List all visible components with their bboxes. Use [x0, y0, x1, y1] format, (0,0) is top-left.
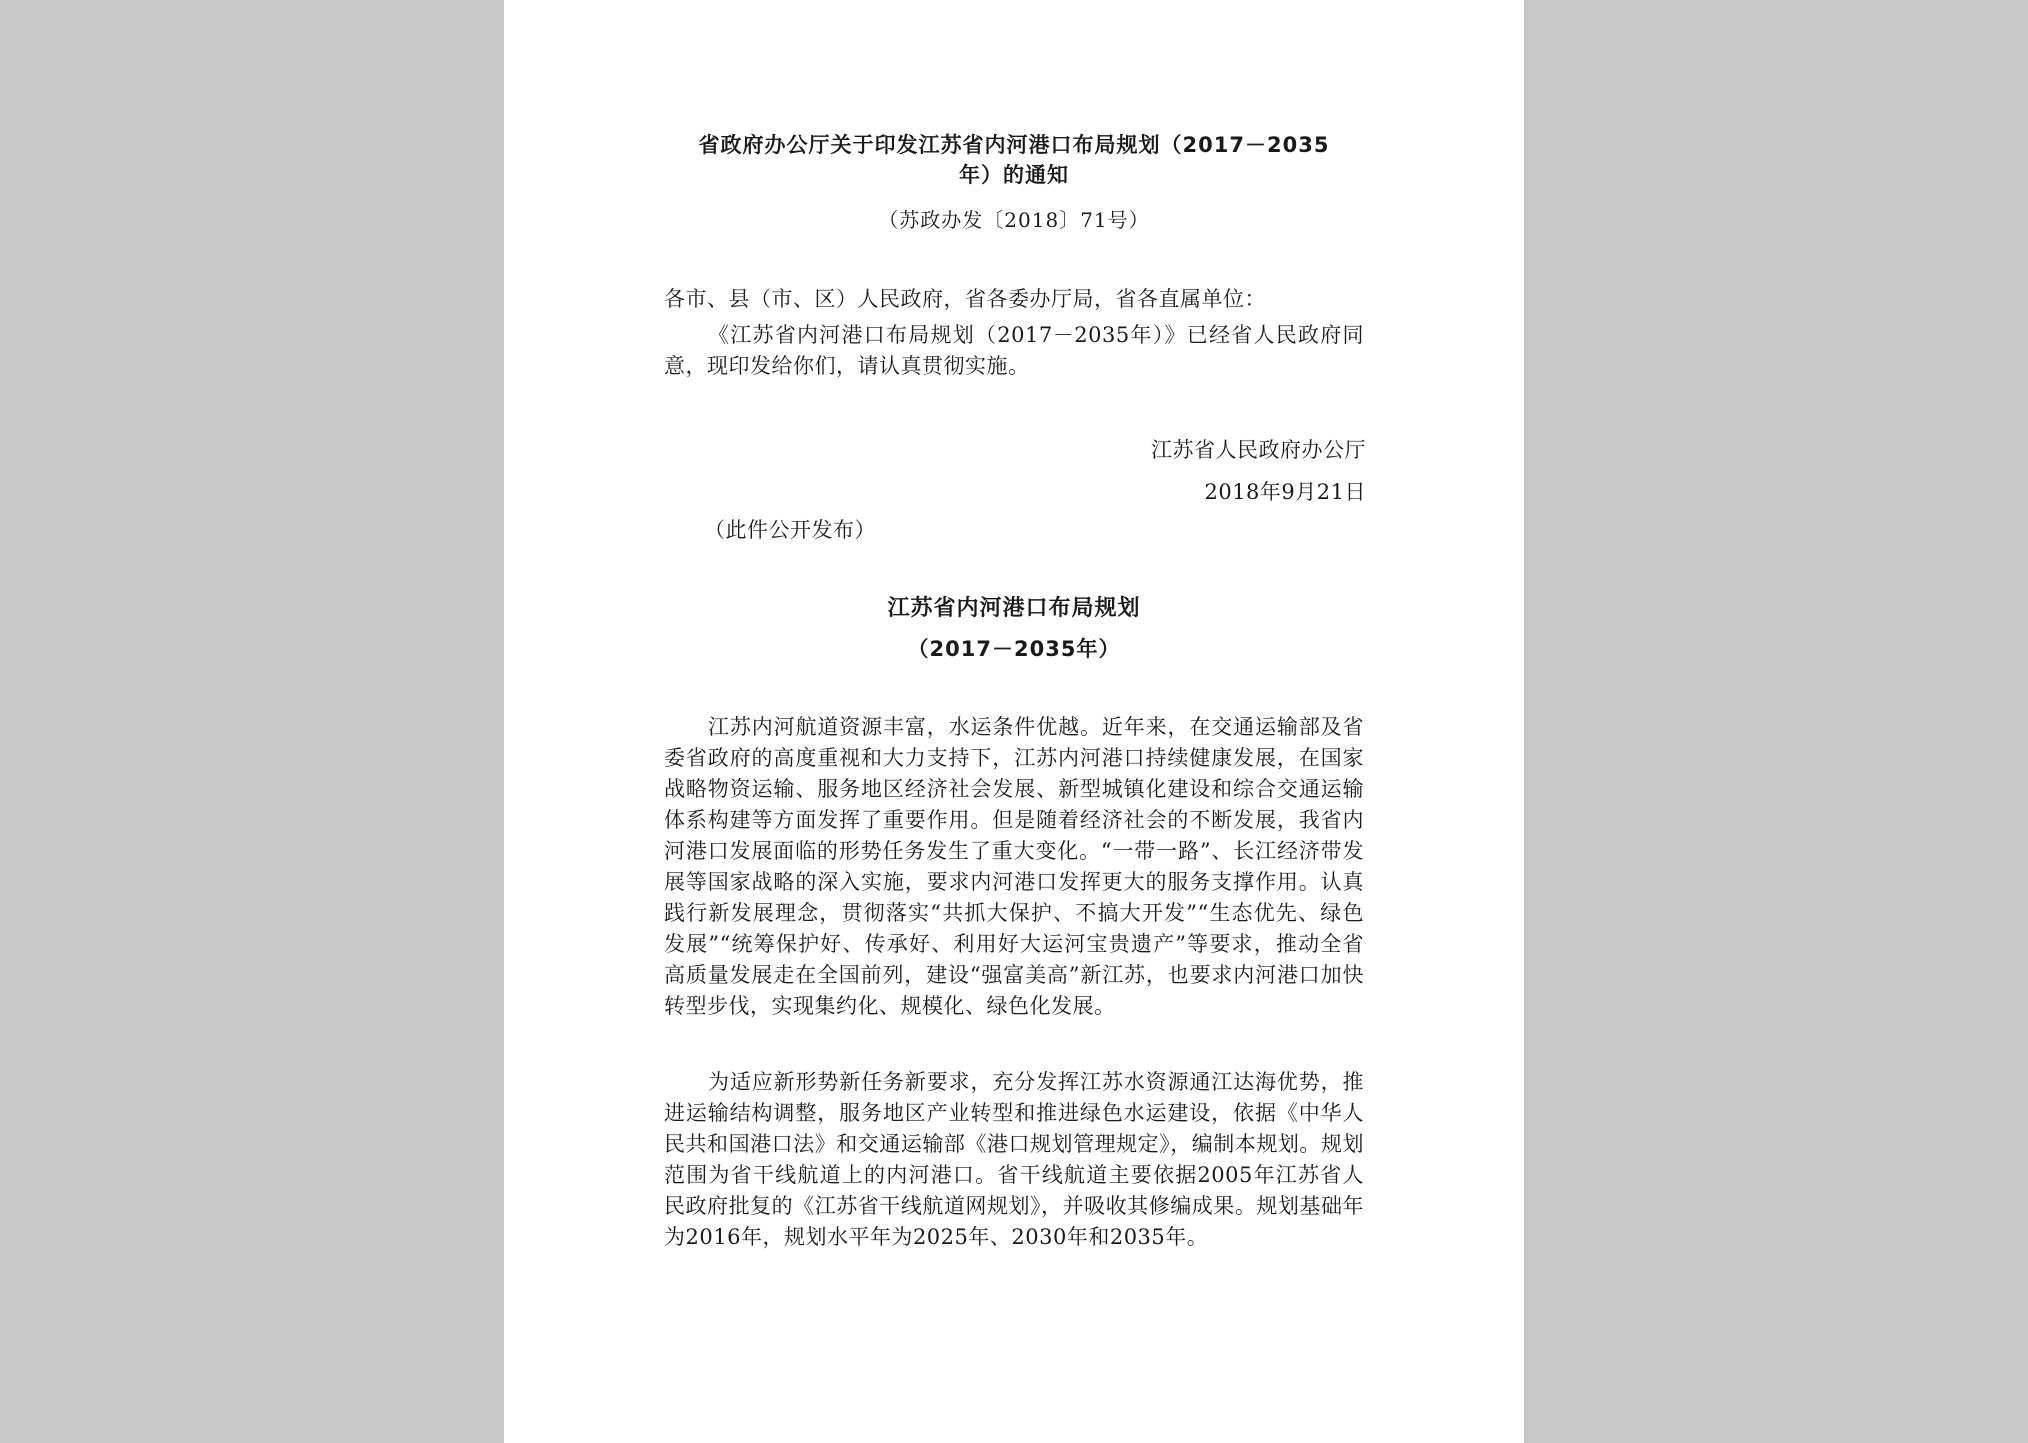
recipients: 各市、县（市、区）人民政府，省各委办厅局，省各直属单位： [664, 287, 1266, 311]
signature-date: 2018年9月21日 [1204, 480, 1366, 504]
public-release-note: （此件公开发布） [704, 518, 876, 542]
notice-title [504, 130, 1524, 190]
signature-organization: 江苏省人民政府办公厅 [1151, 438, 1366, 462]
plan-paragraph: 江苏内河航道资源丰富，水运条件优越。近年来，在交通运输部及省委省政府的高度重视和大力支持下，江苏内河港口持续健康发展，在国家战略物资运输、服务地区经济社会发展、新型城镇化建设和综合交通运输体系构建等方面发挥了重要作用。但是随着经济社会的不断发展，我省内河港口发展面临的形势任务发生了重大变化。“一带一路”、长江经济带发展等国家战略的深入实施，要求内河港口发挥更大的服务支撑作用。认真践行新发展理念，贯彻落实“共抓大保护、不搞大开发”“生态优先、绿色发展”“统筹保护好、传承好、利用好大运河宝贵遗产”等要求，推动全省高质量发展走在全国前列，建设“强富美高”新江苏，也要求内河港口加快转型步伐，实现集约化、规模化、绿色化发展。 [664, 715, 1364, 1018]
notice-title-line2: 年）的通知 [959, 163, 1069, 187]
notice-body: 《江苏省内河港口布局规划（2017－2035年）》已经省人民政府同意，现印发给你们，请认真贯彻实施。 [664, 323, 1364, 378]
plan-title: 江苏省内河港口布局规划 [887, 596, 1141, 621]
document-page [504, 0, 1524, 1443]
plan-years: （2017－2035年） [907, 637, 1121, 661]
notice-title-line1: 省政府办公厅关于印发江苏省内河港口布局规划（2017－2035 [698, 133, 1330, 157]
plan-paragraph: 为适应新形势新任务新要求，充分发挥江苏水资源通江达海优势，推进运输结构调整，服务地区产业转型和推进绿色水运建设，依据《中华人民共和国港口法》和交通运输部《港口规划管理规定》，编制本规划。规划范围为省干线航道上的内河港口。省干线航道主要依据2005年江苏省人民政府批复的《江苏省干线航道网规划》，并吸收其修编成果。规划基础年为2016年，规划水平年为2025年、2030年和2035年。 [664, 1070, 1364, 1249]
document-number: （苏政办发〔2018〕71号） [878, 208, 1150, 232]
